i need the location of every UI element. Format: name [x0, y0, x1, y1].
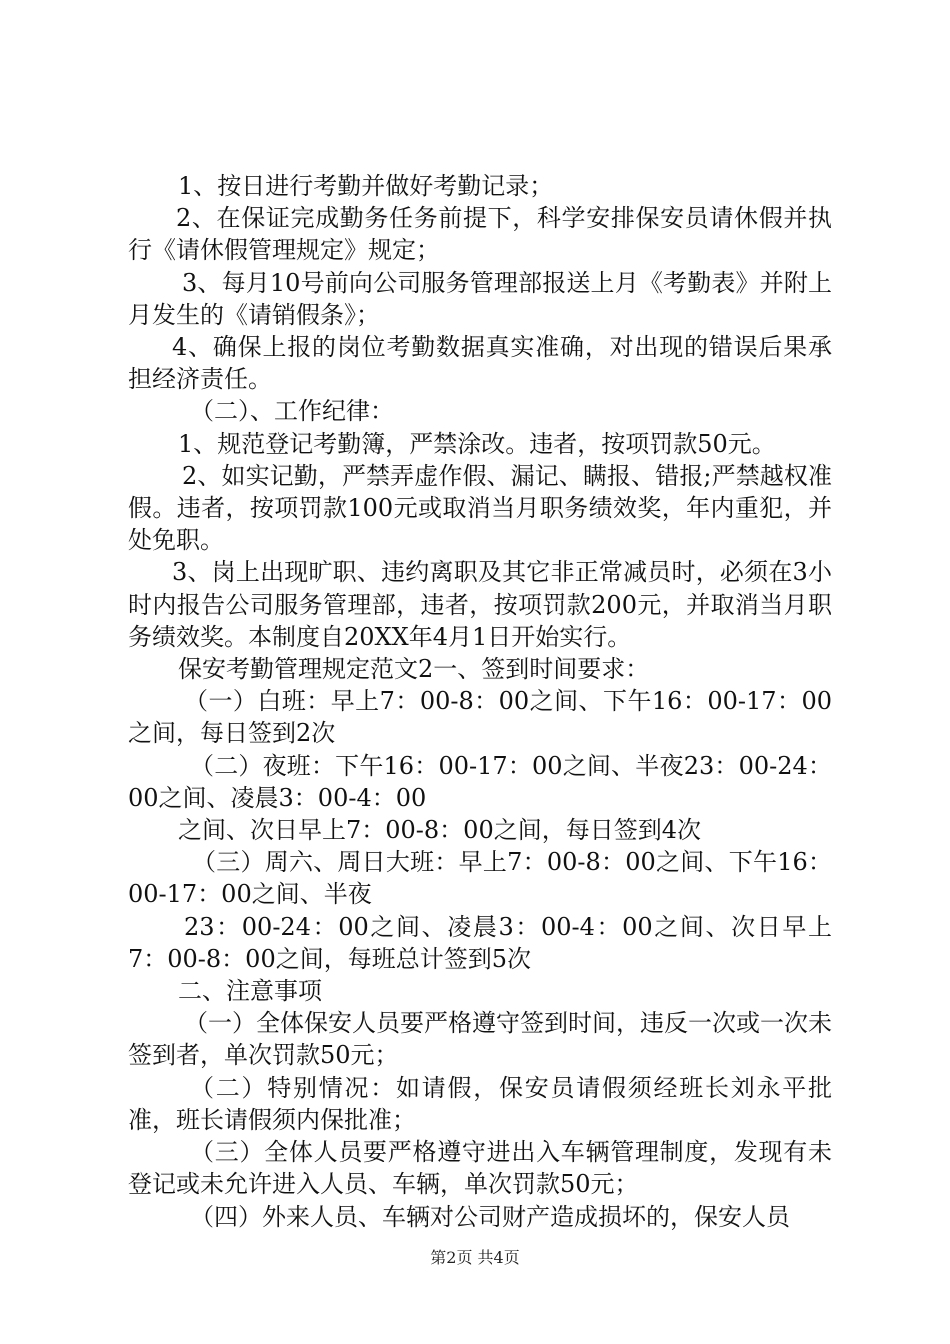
- paragraph: 2、在保证完成勤务任务前提下，科学安排保安员请休假并执行《请休假管理规定》规定；: [128, 204, 832, 265]
- document-body: [128, 170, 832, 1233]
- paragraph: 之间、次日早上7：00-8：00之间，每日签到4次: [178, 816, 701, 845]
- section-heading: 二、注意事项: [178, 977, 322, 1006]
- paragraph: 23：00-24：00之间、凌晨3：00-4：00之间、次日早上7：00-8：00之间，每班总计签到5次: [128, 912, 832, 973]
- paragraph: （三）周六、周日大班：早上7：00-8：00之间、下午16：00-17：00之间、半夜: [128, 848, 832, 909]
- paragraph: 保安考勤管理规定范文2一、签到时间要求：: [178, 655, 650, 684]
- page-footer: 第2页 共4页: [430, 1248, 520, 1267]
- paragraph: 3、每月10号前向公司服务管理部报送上月《考勤表》并附上月发生的《请销假条》；: [128, 268, 832, 329]
- paragraph: （一）白班：早上7：00-8：00之间、下午16：00-17：00之间，每日签到2次: [128, 687, 832, 748]
- paragraph: 1、按日进行考勤并做好考勤记录；: [178, 172, 554, 200]
- paragraph: 4、确保上报的岗位考勤数据真实准确，对出现的错误后果承担经济责任。: [128, 333, 832, 394]
- section-heading: （二）、工作纪律：: [190, 397, 394, 426]
- paragraph: （二）夜班：下午16：00-17：00之间、半夜23：00-24：00之间、凌晨3：00-4：00: [128, 751, 832, 812]
- paragraph: （三）全体人员要严格遵守进出入车辆管理制度，发现有未登记或未允许进入人员、车辆，单次罚款50元；: [128, 1138, 832, 1199]
- paragraph: 2、如实记勤，严禁弄虚作假、漏记、瞒报、错报;严禁越权准假。违者，按项罚款100元或取消当月职务绩效奖，年内重犯，并处免职。: [128, 461, 832, 555]
- paragraph: （一）全体保安人员要严格遵守签到时间，违反一次或一次未签到者，单次罚款50元；: [128, 1009, 832, 1070]
- paragraph: （二）特别情况：如请假，保安员请假须经班长刘永平批准，班长请假须内保批准；: [128, 1073, 832, 1134]
- paragraph: 1、规范登记考勤簿，严禁涂改。违者，按项罚款50元。: [178, 429, 776, 458]
- paragraph: 3、岗上出现旷职、违约离职及其它非正常减员时，必须在3小时内报告公司服务管理部，违者，按项罚款200元，并取消当月职务绩效奖。本制度自20XX年4月1日开始实行。: [128, 558, 832, 651]
- paragraph: （四）外来人员、车辆对公司财产造成损坏的，保安人员: [190, 1202, 790, 1231]
